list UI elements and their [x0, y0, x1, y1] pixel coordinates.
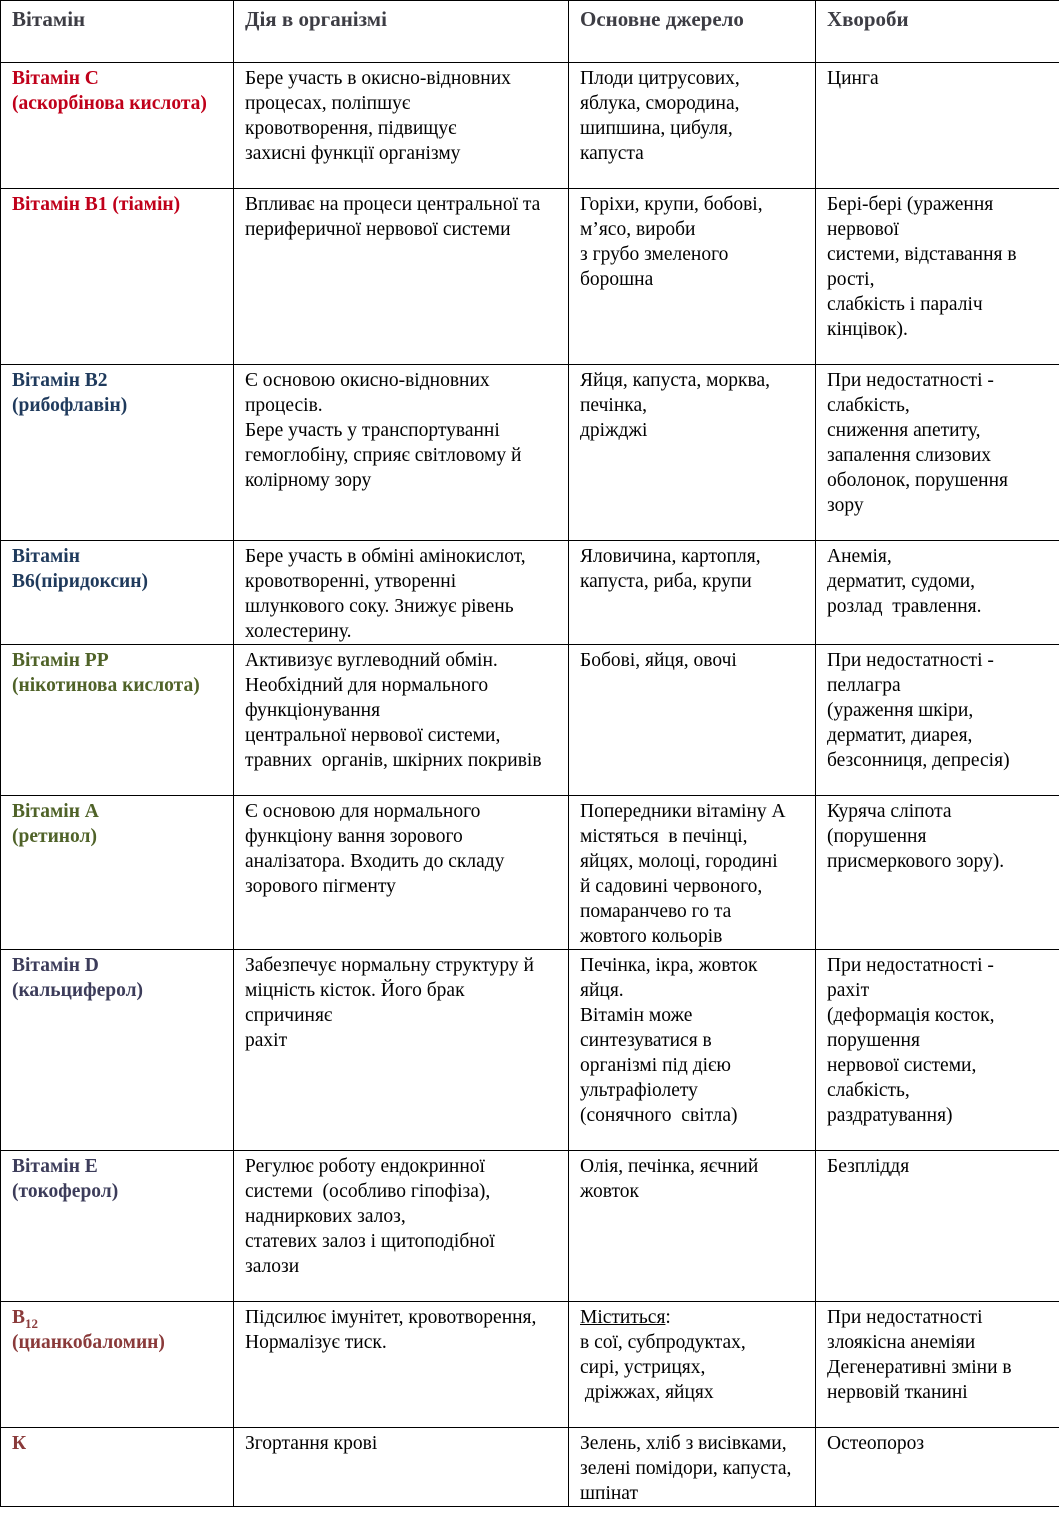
source-line: дріжжах, яйцях [580, 1382, 714, 1403]
action-line: залози [245, 1256, 300, 1277]
action-line: травних органів, шкірних покривів [245, 750, 542, 771]
header-action: Дія в організмі [234, 1, 569, 63]
disease-line: рості, [827, 269, 875, 290]
action-line: кровотворенні, утворенні [245, 571, 457, 592]
vitamin-name-subscript: 12 [25, 1315, 39, 1331]
action-line: надниркових залоз, [245, 1206, 406, 1227]
disease-line: Безпліддя [827, 1156, 910, 1177]
table-body [1, 63, 1059, 1507]
source-line: яблука, смородина, [580, 93, 740, 114]
source-cell [569, 645, 816, 796]
table-row [1, 1302, 1059, 1428]
action-cell [234, 541, 569, 645]
source-line: Зелень, хліб з висівками, [580, 1433, 787, 1454]
disease-cell [816, 365, 1059, 541]
source-line: Горіхи, крупи, бобові, [580, 194, 763, 215]
source-cell [569, 1151, 816, 1302]
disease-line: Куряча сліпота [827, 801, 952, 822]
disease-line: нервової [827, 219, 899, 240]
vitamin-name-cell [1, 365, 234, 541]
header-row [1, 1, 1059, 63]
disease-line: При недостатності [827, 1307, 983, 1328]
disease-line: дерматит, судоми, [827, 571, 976, 592]
source-title: Міститься [580, 1307, 666, 1328]
source-line: в сої, субпродуктах, [580, 1332, 746, 1353]
disease-line: (деформація косток, [827, 1005, 995, 1026]
source-cell [569, 189, 816, 365]
source-cell [569, 1302, 816, 1428]
vitamin-name-line: Вітамін С [12, 68, 99, 89]
action-line: рахіт [245, 1030, 288, 1051]
action-line: холестерину. [245, 621, 352, 642]
source-cell [569, 63, 816, 189]
source-line: помаранчево го та [580, 901, 732, 922]
table-row [1, 950, 1059, 1151]
action-cell [234, 1428, 569, 1507]
source-title-suffix: : [665, 1307, 671, 1328]
disease-line: (ураження шкіри, [827, 700, 974, 721]
disease-line: системи, відставання в [827, 244, 1017, 265]
vitamin-name-line: (ретинол) [12, 826, 97, 847]
source-line: з грубо змеленого [580, 244, 729, 265]
vitamin-name-line: (рибофлавін) [12, 395, 128, 416]
disease-cell [816, 1302, 1059, 1428]
action-line: Згортання крові [245, 1433, 378, 1454]
source-cell [569, 950, 816, 1151]
table-row [1, 645, 1059, 796]
disease-line: При недостатності - [827, 955, 994, 976]
disease-line: пеллагра [827, 675, 901, 696]
action-line: міцність кісток. Його брак [245, 980, 465, 1001]
disease-cell [816, 1151, 1059, 1302]
header-diseases: Хвороби [816, 1, 1059, 63]
vitamin-name-cell [1, 189, 234, 365]
action-line: статевих залоз і щитоподібної [245, 1231, 495, 1252]
vitamin-name-line: (цианкобаломин) [12, 1332, 165, 1353]
action-cell [234, 1151, 569, 1302]
header-vitamin: Вітамін [1, 1, 234, 63]
action-line: Необхідний для нормального [245, 675, 489, 696]
source-line: сирі, устрицях, [580, 1357, 706, 1378]
source-line: зелені помідори, капуста, [580, 1458, 792, 1479]
source-line: Олія, печінка, яєчний [580, 1156, 759, 1177]
action-cell [234, 365, 569, 541]
source-line: ультрафіолету [580, 1080, 698, 1101]
table-row [1, 1151, 1059, 1302]
disease-line: сниження апетиту, [827, 420, 981, 441]
vitamin-name-line: Вітамін D [12, 955, 99, 976]
source-line: яйцях, молоці, городині [580, 851, 778, 872]
table-row [1, 796, 1059, 950]
vitamin-name-line: Вітамін В2 [12, 370, 108, 391]
table-row [1, 541, 1059, 645]
action-line: зорового пігменту [245, 876, 396, 897]
action-cell [234, 950, 569, 1151]
action-line: Бере участь у транспортуванні [245, 420, 500, 441]
disease-line: слабкість, [827, 1080, 910, 1101]
action-line: Підсилює імунітет, кровотворення, [245, 1307, 537, 1328]
disease-line: Бері-бері (ураження [827, 194, 994, 215]
action-line: Активизує вуглеводний обмін. [245, 650, 498, 671]
disease-line: Цинга [827, 68, 879, 89]
vitamin-name-cell [1, 796, 234, 950]
disease-cell [816, 1428, 1059, 1507]
source-line: шпінат [580, 1483, 638, 1504]
action-line: Є основою окисно-відновних [245, 370, 490, 391]
action-line: колірному зору [245, 470, 372, 491]
disease-cell [816, 189, 1059, 365]
action-cell [234, 796, 569, 950]
action-line: гемоглобіну, сприяє світловому й [245, 445, 522, 466]
source-line: жовтого кольорів [580, 926, 723, 947]
vitamin-name-main: В [12, 1307, 26, 1328]
source-line: печінка, [580, 395, 647, 416]
source-line: Печінка, ікра, жовток [580, 955, 758, 976]
source-title-line [580, 1305, 809, 1330]
vitamin-name-cell [1, 1428, 234, 1507]
disease-line: злоякісна анеміяи [827, 1332, 976, 1353]
disease-line: Анемія, [827, 546, 892, 567]
action-line: Бере участь в окисно-відновних [245, 68, 511, 89]
action-line: системи (особливо гіпофіза), [245, 1181, 491, 1202]
disease-line: При недостатності - [827, 370, 994, 391]
source-line: й садовині червоного, [580, 876, 763, 897]
vitamin-name-line: Вітамін РР [12, 650, 109, 671]
disease-line: раздратування) [827, 1105, 953, 1126]
disease-line: слабкість і параліч [827, 294, 983, 315]
action-line: периферичної нервової системи [245, 219, 511, 240]
disease-line: слабкість, [827, 395, 910, 416]
vitamin-name-line: В6(піридоксин) [12, 571, 148, 592]
vitamin-name-line: Вітамін Е [12, 1156, 98, 1177]
source-line: синтезуватися в [580, 1030, 712, 1051]
disease-line: оболонок, порушення [827, 470, 1008, 491]
table-row [1, 189, 1059, 365]
action-cell [234, 645, 569, 796]
source-line: Попередники вітаміну А [580, 801, 786, 822]
source-cell [569, 365, 816, 541]
source-line: борошна [580, 269, 654, 290]
vitamin-name-line: (аскорбінова кислота) [12, 93, 207, 114]
vitamin-name-line: Вітамін [12, 546, 80, 567]
disease-line: порушення [827, 1030, 920, 1051]
source-line: Плоди цитрусових, [580, 68, 740, 89]
disease-line: рахіт [827, 980, 870, 1001]
source-line: жовток [580, 1181, 639, 1202]
vitamin-name-cell [1, 541, 234, 645]
source-cell [569, 796, 816, 950]
disease-line: При недостатності - [827, 650, 994, 671]
disease-line: безсонниця, депресія) [827, 750, 1010, 771]
disease-line: дерматит, диарея, [827, 725, 973, 746]
source-line: капуста [580, 143, 644, 164]
source-line: яйця. [580, 980, 624, 1001]
vitamin-name-line: К [12, 1433, 27, 1454]
vitamin-name-line: (токоферол) [12, 1181, 119, 1202]
disease-cell [816, 796, 1059, 950]
action-line: процесах, поліпшує [245, 93, 411, 114]
vitamin-name-line: Вітамін А [12, 801, 99, 822]
source-line: Яловичина, картопля, [580, 546, 761, 567]
disease-line: присмеркового зору). [827, 851, 1005, 872]
vitamin-name-cell [1, 1302, 234, 1428]
action-cell [234, 63, 569, 189]
table-row [1, 365, 1059, 541]
disease-line: запалення слизових [827, 445, 992, 466]
disease-line: зору [827, 495, 864, 516]
disease-line: (порушення [827, 826, 927, 847]
source-cell [569, 541, 816, 645]
action-cell [234, 189, 569, 365]
table-row [1, 63, 1059, 189]
action-line: Впливає на процеси центральної та [245, 194, 541, 215]
vitamin-name-cell [1, 63, 234, 189]
action-line: спричиняє [245, 1005, 333, 1026]
action-line: функціонування [245, 700, 381, 721]
action-line: шлункового соку. Знижує рівень [245, 596, 514, 617]
disease-line: Дегенеративні зміни в [827, 1357, 1012, 1378]
disease-line: нервовій тканині [827, 1382, 968, 1403]
source-line: Бобові, яйця, овочі [580, 650, 737, 671]
vitamin-name-line: Вітамін В1 (тіамін) [12, 194, 181, 215]
vitamin-name-line [12, 1305, 227, 1330]
vitamin-name-cell [1, 1151, 234, 1302]
source-line: Яйця, капуста, морква, [580, 370, 770, 391]
action-line: процесів. [245, 395, 323, 416]
disease-cell [816, 950, 1059, 1151]
vitamin-name-cell [1, 950, 234, 1151]
action-line: кровотворення, підвищує [245, 118, 457, 139]
source-line: капуста, риба, крупи [580, 571, 752, 592]
source-line: організмі під дією [580, 1055, 731, 1076]
action-line: Забезпечує нормальну структуру й [245, 955, 534, 976]
source-cell [569, 1428, 816, 1507]
action-line: центральної нервової системи, [245, 725, 501, 746]
disease-line: Остеопороз [827, 1433, 925, 1454]
source-line: дріжджі [580, 420, 648, 441]
source-line: шипшина, цибуля, [580, 118, 733, 139]
source-line: містяться в печінці, [580, 826, 748, 847]
action-line: аналізатора. Входить до складу [245, 851, 505, 872]
action-line: Нормалізує тиск. [245, 1332, 387, 1353]
action-line: захисні функції організму [245, 143, 461, 164]
action-line: Бере участь в обміні амінокислот, [245, 546, 526, 567]
action-line: Є основою для нормального [245, 801, 481, 822]
source-line: Вітамін може [580, 1005, 693, 1026]
disease-cell [816, 541, 1059, 645]
disease-line: кінцівок). [827, 319, 908, 340]
vitamin-name-cell [1, 645, 234, 796]
disease-line: розлад травлення. [827, 596, 982, 617]
action-line: Регулює роботу ендокринної [245, 1156, 485, 1177]
vitamin-name-line: (кальциферол) [12, 980, 143, 1001]
action-line: функціону вання зорового [245, 826, 463, 847]
header-source: Основне джерело [569, 1, 816, 63]
disease-line: нервової системи, [827, 1055, 977, 1076]
source-line: м’ясо, вироби [580, 219, 696, 240]
disease-cell [816, 63, 1059, 189]
disease-cell [816, 645, 1059, 796]
table-row [1, 1428, 1059, 1507]
source-line: (сонячного світла) [580, 1105, 738, 1126]
action-cell [234, 1302, 569, 1428]
vitamin-name-line: (нікотинова кислота) [12, 675, 200, 696]
